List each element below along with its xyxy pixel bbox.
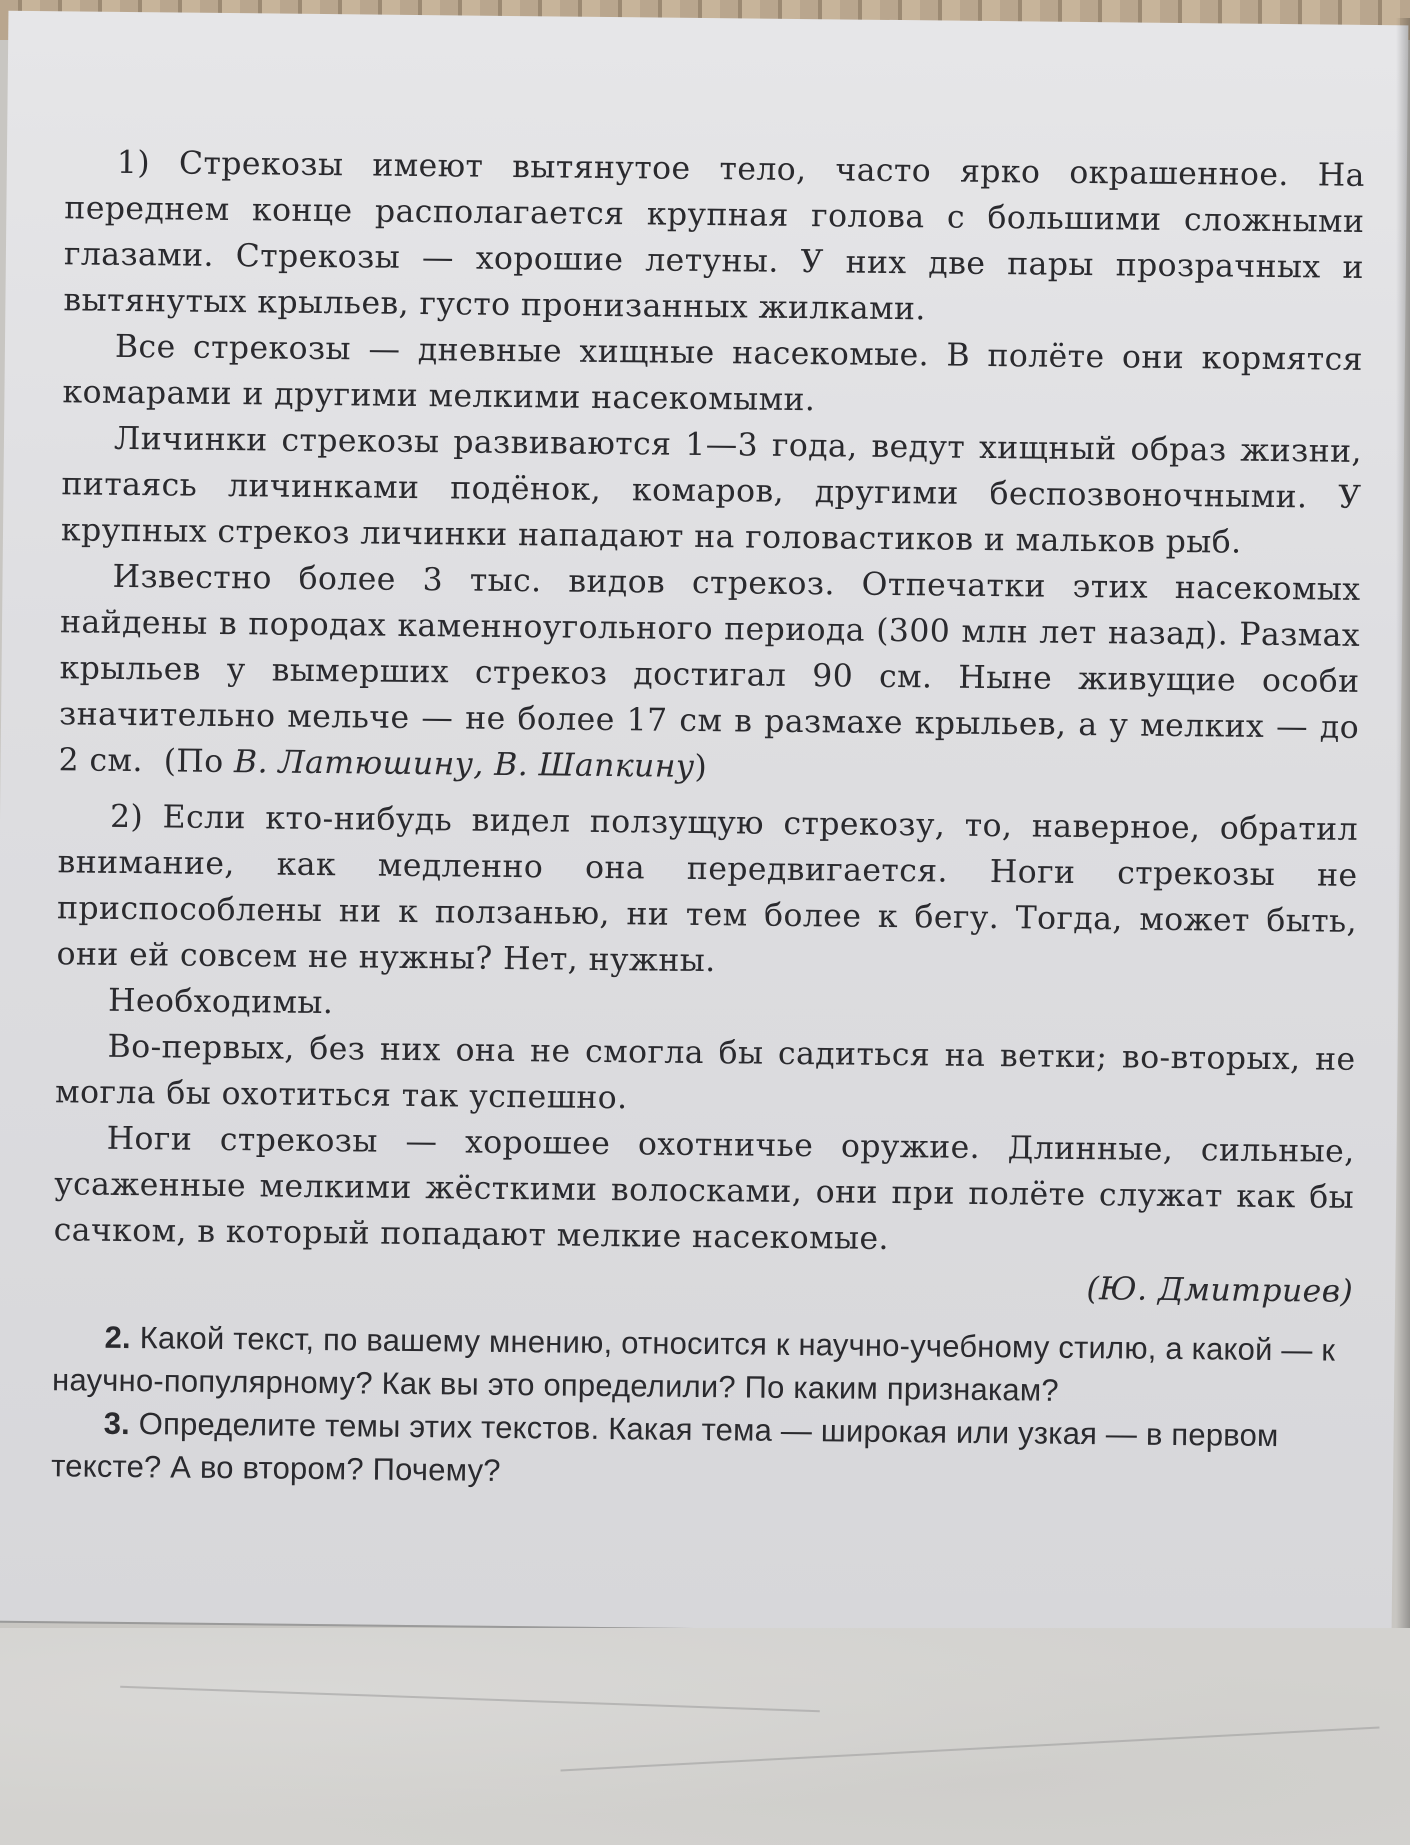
source-open: (По — [163, 743, 235, 781]
napkin-background — [0, 1628, 1410, 1845]
text-2-paragraph-1: 2) Если кто-нибудь видел ползущую стрекозу, то, наверное, обратил внимание, как медленно она передвигается. Ноги стрекозы не приспособлены ни к ползанью, ни тем более к бегу. Тогда, может быть, они ей совсем не нужны? Нет, нужны. — [56, 798, 1359, 980]
source-close: ) — [694, 748, 708, 786]
napkin-fold — [120, 1686, 820, 1712]
task-number: 2. — [104, 1319, 132, 1356]
text-1-paragraph-3: Личинки стрекозы развиваются 1—3 года, ведут хищный образ жизни, питаясь личинками подёнок, комаров, другими беспозвоночными. У крупных стрекоз личинки нападают на головастиков и мальков рыб. — [60, 420, 1363, 561]
text-1-paragraph-2: Все стрекозы — дневные хищные насекомые. В полёте они кормятся комарами и другими мелкими насекомыми. — [62, 328, 1364, 419]
napkin-fold — [561, 1727, 1380, 1772]
text-2-paragraph-4: Ноги стрекозы — хорошее охотничье оружие. Длинные, сильные, усаженные мелкими жёсткими волосками, они при полёте служат как бы сачком, в который попадают мелкие насекомые. — [53, 1120, 1355, 1258]
text-2-attribution: (Ю. Дмитриев) — [1086, 1271, 1354, 1310]
book-page — [0, 11, 1408, 1638]
task-3 — [51, 1401, 1352, 1501]
text-2-paragraph-3: Во-первых, без них она не смогла бы садиться на ветки; во-вторых, не могла бы охотиться так успешно. — [54, 1028, 1356, 1117]
text-2 — [53, 793, 1358, 1315]
task-text: Какой текст, по вашему мнению, относится к научно-учебному стилю, а какой — к научно-популярному? Как вы это определили? По каким признакам? — [51, 1320, 1336, 1408]
page-edge-shadow — [1396, 18, 1410, 1628]
text-1-paragraph-4 — [58, 553, 1360, 797]
task-2 — [52, 1315, 1353, 1415]
text-1-paragraph-4-body: Известно более 3 тыс. видов стрекоз. Отпечатки этих насекомых найдены в породах каменноугольного периода (300 млн лет назад). Размах крыльев у вымерших стрекоз достигал 90 см. Ныне живущие особи значительно мельче — не более 17 см в размахе крыльев, а у мелких — до 2 см. — [58, 558, 1361, 780]
task-number: 3. — [103, 1405, 131, 1442]
task-text: Определите темы этих текстов. Какая тема — широкая или узкая — в первом тексте? А во втором? Почему? — [51, 1406, 1279, 1488]
text-1-paragraph-1: 1) Стрекозы имеют вытянутое тело, часто ярко окрашенное. На переднем конце располагается крупная голова с большими сложными глазами. Стрекозы — хорошие летуны. У них две пары прозрачных и вытянутых крыльев, густо пронизанных жилками. — [63, 144, 1366, 328]
text-2-paragraph-2: Необходимы. — [107, 982, 334, 1022]
tasks-section — [51, 1315, 1353, 1501]
source-authors: В. Латюшину, В. Шапкину — [233, 744, 695, 785]
page-content — [51, 139, 1365, 1501]
text-1 — [58, 139, 1365, 797]
text-1-source — [163, 743, 707, 785]
